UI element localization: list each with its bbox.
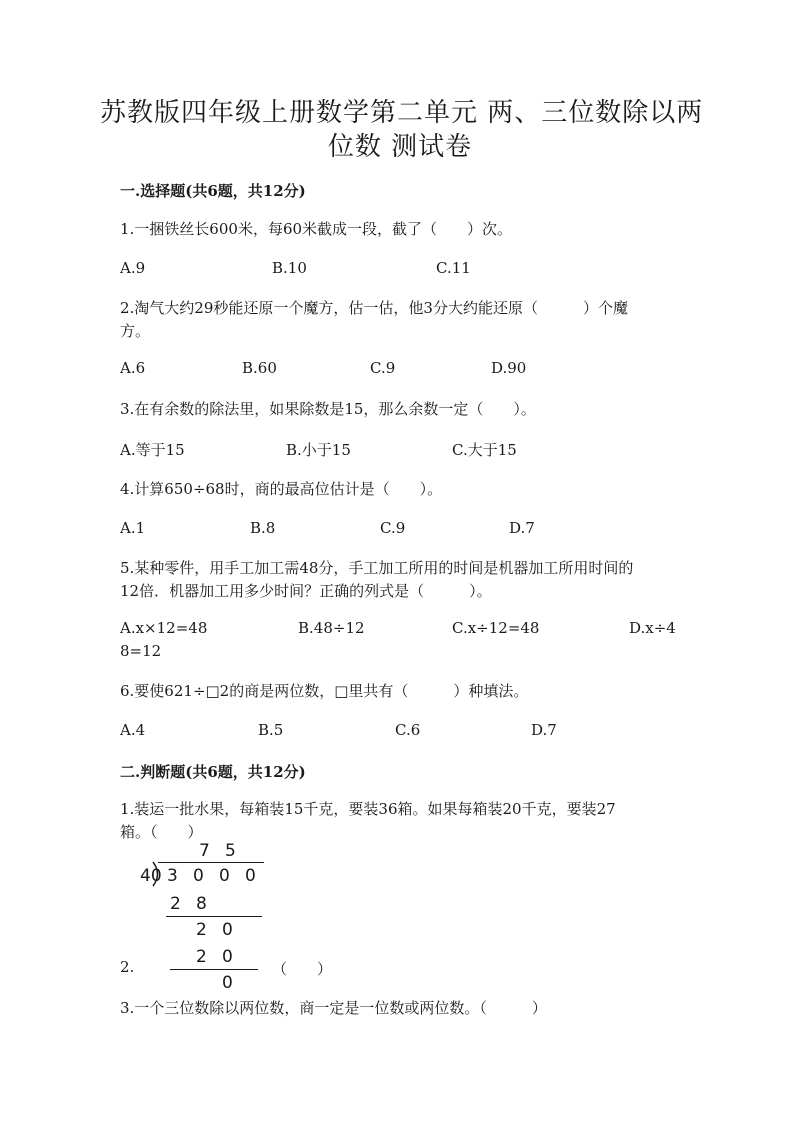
option-c: C.6	[395, 721, 421, 739]
option-b: B.10	[272, 259, 307, 277]
section-heading-choice: 一.选择题(共6题，共12分)	[120, 182, 306, 200]
question-text: 1.装运一批水果，每箱装15千克，要装36箱。如果每箱装20千克，要装27	[120, 800, 616, 818]
question-text: 2.淘气大约29秒能还原一个魔方，估一估，他3分大约能还原（ ）个魔	[120, 299, 628, 317]
judgment-question-2-number: 2.	[120, 958, 135, 976]
question-2	[120, 297, 680, 343]
step-digit: 0	[222, 947, 233, 967]
option-d: D.90	[491, 359, 527, 377]
question-5	[120, 557, 680, 603]
option-b: B.5	[258, 721, 284, 739]
question-text: 5.某种零件，用手工加工需48分，手工加工所用的时间是机器加工所用时间的	[120, 559, 634, 577]
question-text-cont: 箱。（ ）	[120, 823, 203, 841]
subtraction-line	[166, 916, 262, 917]
question-3	[120, 398, 680, 421]
option-c: C.9	[380, 519, 406, 537]
subtraction-line	[170, 969, 258, 970]
option-a: A.9	[120, 259, 146, 277]
option-a: A.等于15	[120, 441, 185, 459]
question-text-cont: 12倍．机器加工用多少时间？正确的列式是（ ）。	[120, 582, 492, 600]
question-text: 6.要使621÷□2的商是两位数，□里共有（ ）种填法。	[120, 682, 529, 700]
section-heading-judgment: 二.判断题(共6题，共12分)	[120, 763, 306, 781]
question-text-cont: 方。	[120, 322, 151, 340]
option-b: B.48÷12	[298, 619, 365, 637]
step-digit: 2	[170, 894, 181, 914]
long-division-figure	[130, 838, 290, 998]
dividend-digit: 0	[193, 866, 204, 886]
step-digit: 0	[222, 920, 233, 940]
option-c: C.x÷12=48	[452, 619, 540, 637]
option-a: A.4	[120, 721, 146, 739]
judgment-question-3	[120, 997, 680, 1020]
step-digit: 2	[196, 920, 207, 940]
title-line-1: 苏教版四年级上册数学第二单元 两、三位数除以两	[100, 98, 704, 128]
option-b: B.小于15	[286, 441, 351, 459]
option-c: C.9	[370, 359, 396, 377]
option-a: A.1	[120, 519, 146, 537]
page-title	[100, 96, 704, 164]
question-6	[120, 680, 680, 703]
answer-paren: （ ）	[272, 960, 333, 978]
question-text: 1.一捆铁丝长600米，每60米截成一段，截了（ ）次。	[120, 220, 513, 238]
question-1	[120, 218, 680, 241]
option-b: B.8	[250, 519, 276, 537]
question-text: 3.一个三位数除以两位数，商一定是一位数或两位数。（ ）	[120, 999, 547, 1017]
title-line-2: 位数 测试卷	[327, 132, 473, 162]
division-bar	[158, 862, 264, 863]
question-text: 4.计算650÷68时，商的最高位估计是（ ）。	[120, 480, 443, 498]
step-digit: 8	[196, 894, 207, 914]
step-digit: 2	[196, 947, 207, 967]
remainder: 0	[222, 973, 233, 993]
divisor: 40	[140, 866, 162, 886]
option-d-wrap: 8=12	[120, 642, 162, 660]
option-d: D.7	[509, 519, 535, 537]
dividend-digit: 0	[219, 866, 230, 886]
dividend-digit: 0	[245, 866, 256, 886]
question-text: 3.在有余数的除法里，如果除数是15，那么余数一定（ ）。	[120, 400, 536, 418]
option-c: C.大于15	[452, 441, 517, 459]
option-b: B.60	[242, 359, 277, 377]
quotient-digit: 7	[199, 841, 210, 861]
option-d: D.x÷4	[629, 619, 676, 637]
option-d: D.7	[531, 721, 557, 739]
quotient-digit: 5	[225, 841, 236, 861]
question-4	[120, 478, 680, 501]
option-a: A.x×12=48	[120, 619, 208, 637]
option-c: C.11	[436, 259, 471, 277]
dividend-digit: 3	[167, 866, 178, 886]
option-a: A.6	[120, 359, 146, 377]
